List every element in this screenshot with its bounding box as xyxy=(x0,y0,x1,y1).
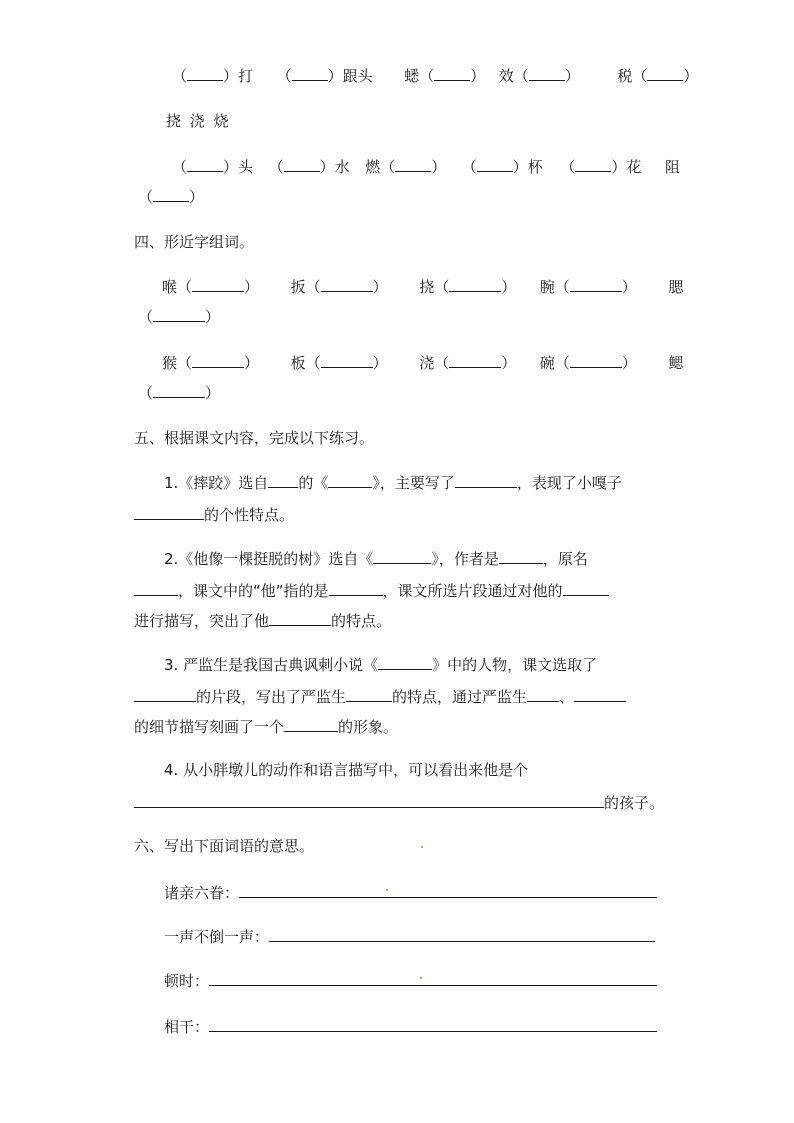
text: 喉（ xyxy=(162,278,193,296)
text: ）打 xyxy=(223,67,254,85)
text: ）跟头 xyxy=(327,67,373,85)
blank[interactable] xyxy=(328,472,372,488)
term-1 xyxy=(164,882,657,903)
blank[interactable] xyxy=(153,382,205,398)
text: ） xyxy=(621,278,637,296)
blank[interactable] xyxy=(153,186,189,202)
blank[interactable] xyxy=(378,654,432,670)
text: 的片段，写出了严监生 xyxy=(196,688,347,706)
s3-row1 xyxy=(172,65,698,86)
speck xyxy=(386,889,388,891)
blank[interactable] xyxy=(321,276,373,292)
text: ）杯 xyxy=(512,158,543,176)
blank[interactable] xyxy=(134,792,604,808)
q3-line2 xyxy=(134,686,626,707)
text: 的特点。 xyxy=(331,612,392,630)
q4-line2 xyxy=(134,792,664,813)
text: ） xyxy=(372,278,388,296)
text: 4. 从小胖墩儿的动作和语言描写中，可以看出来他是个 xyxy=(164,761,529,779)
text: ） xyxy=(621,354,637,372)
blank[interactable] xyxy=(570,276,622,292)
speck xyxy=(421,846,423,848)
answer-line[interactable] xyxy=(239,882,657,898)
q3-line3 xyxy=(134,716,398,737)
text: ，表现了小嘎子 xyxy=(516,474,622,492)
text: （ xyxy=(276,67,292,85)
text: ） xyxy=(683,67,699,85)
term-2 xyxy=(164,926,655,947)
blank[interactable] xyxy=(134,580,178,596)
text: （ xyxy=(172,158,188,176)
blank[interactable] xyxy=(449,276,501,292)
text: ，课文所选片段通过对他的 xyxy=(382,582,563,600)
answer-line[interactable] xyxy=(269,926,655,942)
text: ） xyxy=(372,354,388,372)
text: 燃（ xyxy=(365,158,396,176)
blank[interactable] xyxy=(192,276,244,292)
blank[interactable] xyxy=(134,504,204,520)
s3-row2 xyxy=(172,156,680,177)
term-4 xyxy=(164,1016,657,1037)
term-label: 顿时： xyxy=(164,972,210,990)
text: （ xyxy=(268,158,284,176)
blank[interactable] xyxy=(449,352,501,368)
blank[interactable] xyxy=(574,686,626,702)
q2-line1 xyxy=(164,548,588,569)
text: （ xyxy=(560,158,576,176)
section-4-title: 四、形近字组词。 xyxy=(134,233,255,251)
text: （ xyxy=(461,158,477,176)
text: ） xyxy=(205,384,221,402)
s4-row2 xyxy=(162,352,683,373)
blank[interactable] xyxy=(434,65,470,81)
text: ） xyxy=(431,158,447,176)
q1-line2 xyxy=(134,504,294,525)
s4-row1 xyxy=(162,276,683,297)
text: （ xyxy=(138,188,154,206)
q2-line2 xyxy=(134,580,609,601)
text: 扳（ xyxy=(290,278,321,296)
text: 腮 xyxy=(668,278,684,296)
text: ）花 xyxy=(611,158,642,176)
blank[interactable] xyxy=(575,156,611,172)
blank[interactable] xyxy=(321,352,373,368)
blank[interactable] xyxy=(134,686,196,702)
text: （ xyxy=(172,67,188,85)
blank[interactable] xyxy=(292,65,328,81)
text: 腕（ xyxy=(539,278,570,296)
blank[interactable] xyxy=(268,472,298,488)
blank[interactable] xyxy=(346,686,392,702)
blank[interactable] xyxy=(187,65,223,81)
term-label: 诸亲六眷： xyxy=(164,884,240,902)
text: 、 xyxy=(559,688,575,706)
q4-line1 xyxy=(164,760,528,780)
text: 蟋（ xyxy=(404,67,435,85)
blank[interactable] xyxy=(395,156,431,172)
text: ） xyxy=(205,308,221,326)
blank[interactable] xyxy=(527,686,559,702)
q3-line1 xyxy=(164,654,597,675)
blank[interactable] xyxy=(570,352,622,368)
text: （ xyxy=(138,308,154,326)
section-5-title: 五、根据课文内容，完成以下练习。 xyxy=(134,429,375,447)
text: 的个性特点。 xyxy=(204,506,295,524)
text: ） xyxy=(244,278,260,296)
blank[interactable] xyxy=(329,580,383,596)
text: ） xyxy=(501,354,517,372)
section-6-title: 六、写出下面词语的意思。 xyxy=(134,837,315,855)
text: ） xyxy=(244,354,260,372)
text: 2.《他像一棵挺脱的树》选自《 xyxy=(164,550,374,568)
text: 》，主要写了 xyxy=(372,474,455,492)
s3-chars: 挠 浇 烧 xyxy=(166,112,229,130)
text: 的《 xyxy=(298,474,329,492)
text: ） xyxy=(470,67,486,85)
text: 碗（ xyxy=(539,354,570,372)
text: 的特点，通过严监生 xyxy=(392,688,528,706)
blank[interactable] xyxy=(563,580,609,596)
text: 进行描写，突出了他 xyxy=(134,612,270,630)
term-label: 一声不倒一声： xyxy=(164,928,270,946)
q2-line3 xyxy=(134,610,391,631)
text: 税（ xyxy=(617,67,648,85)
text: 》中的人物，课文选取了 xyxy=(432,656,598,674)
term-3 xyxy=(164,970,657,991)
text: 1.《摔跤》选自 xyxy=(164,474,269,492)
text: ） xyxy=(189,188,205,206)
text: ，课文中的“他”指的是 xyxy=(178,582,329,600)
blank[interactable] xyxy=(477,156,513,172)
text: 3. 严监生是我国古典讽刺小说《 xyxy=(164,656,379,674)
s4-row2-wrap xyxy=(138,382,220,403)
text: ，原名 xyxy=(542,550,588,568)
s3-row2-wrap xyxy=(138,186,204,207)
text: 挠（ xyxy=(419,278,450,296)
s4-row1-wrap xyxy=(138,306,220,327)
blank[interactable] xyxy=(192,352,244,368)
text: 浇（ xyxy=(419,354,450,372)
q1-line1 xyxy=(164,472,622,493)
blank[interactable] xyxy=(284,156,320,172)
text: 猴（ xyxy=(162,354,193,372)
answer-line[interactable] xyxy=(209,1016,657,1032)
blank[interactable] xyxy=(529,65,565,81)
blank[interactable] xyxy=(647,65,683,81)
text: 》，作者是 xyxy=(431,550,499,568)
text: 阻 xyxy=(664,158,680,176)
text: 效（ xyxy=(498,67,529,85)
blank[interactable] xyxy=(153,306,205,322)
text: 的孩子。 xyxy=(604,794,665,812)
text: 的形象。 xyxy=(338,718,399,736)
speck xyxy=(420,977,422,979)
text: （ xyxy=(138,384,154,402)
text: 板（ xyxy=(290,354,321,372)
blank[interactable] xyxy=(269,610,331,626)
text: 的细节描写刻画了一个 xyxy=(134,718,285,736)
text: 鳃 xyxy=(668,354,684,372)
term-label: 相干： xyxy=(164,1018,210,1036)
text: ） xyxy=(501,278,517,296)
answer-line[interactable] xyxy=(209,970,657,986)
text: ） xyxy=(564,67,580,85)
text: ）头 xyxy=(223,158,254,176)
blank[interactable] xyxy=(455,472,517,488)
blank[interactable] xyxy=(373,548,431,564)
blank[interactable] xyxy=(284,716,338,732)
blank[interactable] xyxy=(499,548,543,564)
blank[interactable] xyxy=(187,156,223,172)
text: ）水 xyxy=(319,158,350,176)
